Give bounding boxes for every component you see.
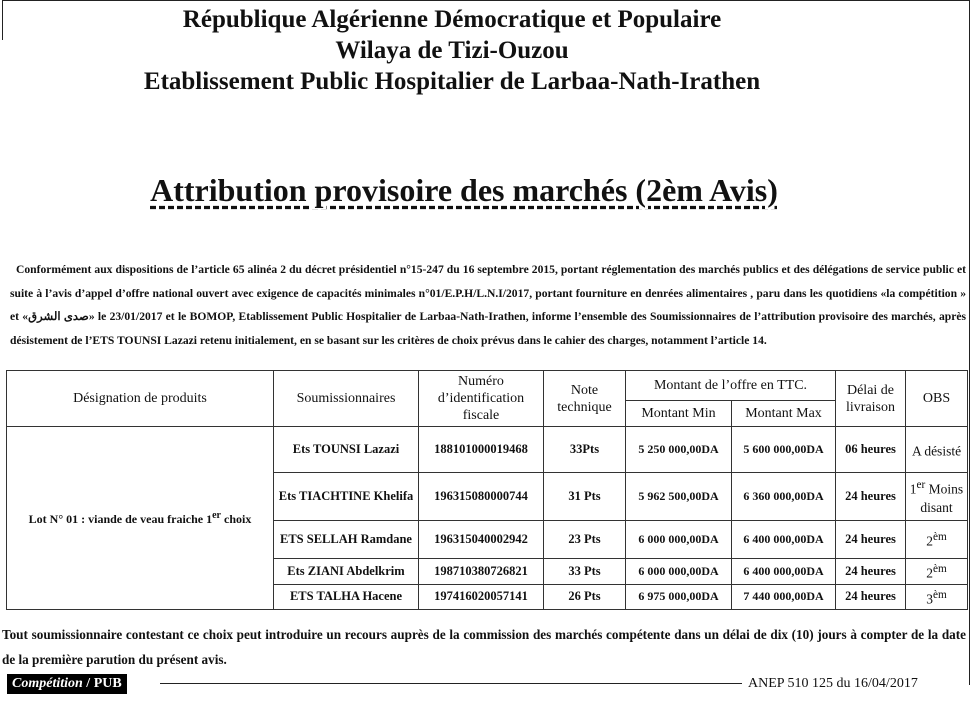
col-header-montant-max: Montant Max bbox=[732, 401, 836, 427]
cell-delai: 06 heures bbox=[836, 427, 906, 473]
intro-text-part2: » le 23/01/2017 et le BOMOP, Etablissement Public Hospitalier de Larbaa-Nath-Irathen, informe l’ensemble des Soumissionnaires de l’attribution provisoire des marchés, après désistement de l’ETS TOUNSI Lazazi retenu initialement, en se basant sur les critères de choix prévus dans le cahier des charges, notamment l’article 14. bbox=[10, 310, 966, 347]
cell-nif: 197416020057141 bbox=[419, 584, 544, 610]
footer-rule bbox=[160, 683, 742, 684]
cell-montant-min: 5 962 500,00DA bbox=[626, 473, 732, 521]
cell-nif: 188101000019468 bbox=[419, 427, 544, 473]
cell-montant-max: 6 400 000,00DA bbox=[732, 521, 836, 559]
cell-soumissionnaire: ETS SELLAH Ramdane bbox=[274, 521, 419, 559]
cell-soumissionnaire: Ets TIACHTINE Khelifa bbox=[274, 473, 419, 521]
cell-obs: $2^{èm}$ bbox=[906, 521, 968, 559]
header-line-republic: République Algérienne Démocratique et Populaire bbox=[182, 6, 722, 33]
table-header-row bbox=[7, 371, 968, 401]
newspaper-badge: Compétition / PUB bbox=[7, 674, 127, 694]
intro-arabic-newspaper: صدى الشرق bbox=[28, 310, 89, 323]
cell-soumissionnaire: ETS TALHA Hacene bbox=[274, 584, 419, 610]
cell-nif: 196315080000744 bbox=[419, 473, 544, 521]
table-row bbox=[7, 427, 968, 473]
cell-nif: 196315040002942 bbox=[419, 521, 544, 559]
cell-montant-min: 6 000 000,00DA bbox=[626, 559, 732, 585]
header-line-wilaya: Wilaya de Tizi-Ouzou bbox=[335, 37, 569, 64]
col-header-note: Note technique bbox=[544, 371, 626, 427]
col-header-obs: OBS bbox=[906, 371, 968, 427]
offers-table bbox=[6, 370, 968, 610]
header-line-hospital: Etablissement Public Hospitalier de Larbaa-Nath-Irathen bbox=[143, 68, 761, 95]
cell-delai: 24 heures bbox=[836, 473, 906, 521]
cell-montant-min: 6 975 000,00DA bbox=[626, 584, 732, 610]
cell-montant-max: 7 440 000,00DA bbox=[732, 584, 836, 610]
frame-border-top bbox=[2, 0, 970, 1]
cell-nif: 198710380726821 bbox=[419, 559, 544, 585]
cell-obs: $2^{èm}$ bbox=[906, 559, 968, 585]
cell-obs: 1er Moins disant bbox=[906, 473, 968, 521]
cell-montant-min: 6 000 000,00DA bbox=[626, 521, 732, 559]
col-header-designation: Désignation de produits bbox=[7, 371, 274, 427]
lot-designation: Lot N° 01 : viande de veau fraiche 1er choix bbox=[7, 427, 274, 610]
cell-montant-max: 5 600 000,00DA bbox=[732, 427, 836, 473]
cell-note: 31 Pts bbox=[544, 473, 626, 521]
cell-note: 26 Pts bbox=[544, 584, 626, 610]
cell-note: 33 Pts bbox=[544, 559, 626, 585]
col-header-soumissionnaires: Soumissionnaires bbox=[274, 371, 419, 427]
col-header-montant-min: Montant Min bbox=[626, 401, 732, 427]
cell-obs: A désisté bbox=[906, 427, 968, 473]
col-header-montant: Montant de l’offre en TTC. bbox=[626, 371, 836, 401]
pub-tag: PUB bbox=[93, 676, 122, 691]
cell-montant-max: 6 400 000,00DA bbox=[732, 559, 836, 585]
cell-obs: $3^{èm}$ bbox=[906, 584, 968, 610]
cell-soumissionnaire: Ets TOUNSI Lazazi bbox=[274, 427, 419, 473]
institution-header bbox=[0, 4, 904, 97]
cell-delai: 24 heures bbox=[836, 584, 906, 610]
cell-montant-max: 6 360 000,00DA bbox=[732, 473, 836, 521]
col-header-delai: Délai de livraison bbox=[836, 371, 906, 427]
col-header-nif: Numéro d’identification fiscale bbox=[419, 371, 544, 427]
cell-montant-min: 5 250 000,00DA bbox=[626, 427, 732, 473]
cell-note: 23 Pts bbox=[544, 521, 626, 559]
appeal-notice: Tout soumissionnaire contestant ce choix peut introduire un recours auprès de la commission des marchés compétente dans un délai de dix (10) jours à compter de la date de la première parution du présent avis. bbox=[2, 627, 966, 667]
notice-title: Attribution provisoire des marchés (2èm Avis) bbox=[150, 172, 778, 208]
frame-border-right bbox=[969, 0, 970, 685]
anep-reference: ANEP 510 125 du 16/04/2017 bbox=[748, 676, 918, 691]
intro-paragraph bbox=[10, 258, 966, 352]
cell-delai: 24 heures bbox=[836, 559, 906, 585]
cell-delai: 24 heures bbox=[836, 521, 906, 559]
cell-soumissionnaire: Ets ZIANI Abdelkrim bbox=[274, 559, 419, 585]
intro-text-part1: Conformément aux dispositions de l’article 65 alinéa 2 du décret présidentiel n°15-247 du 16 septembre 2015, portant réglementation des marchés publics et des délégations de service public et suite à l’avis d’appel d’offre national ouvert avec exigence de capacités minimales n°01/E.P.H/L.N.I/2017, portant fourniture en denrées alimentaires , paru dans les quotidiens «la compétition » et « bbox=[10, 263, 966, 323]
newspaper-name: Compétition bbox=[12, 676, 83, 691]
cell-note: 33Pts bbox=[544, 427, 626, 473]
